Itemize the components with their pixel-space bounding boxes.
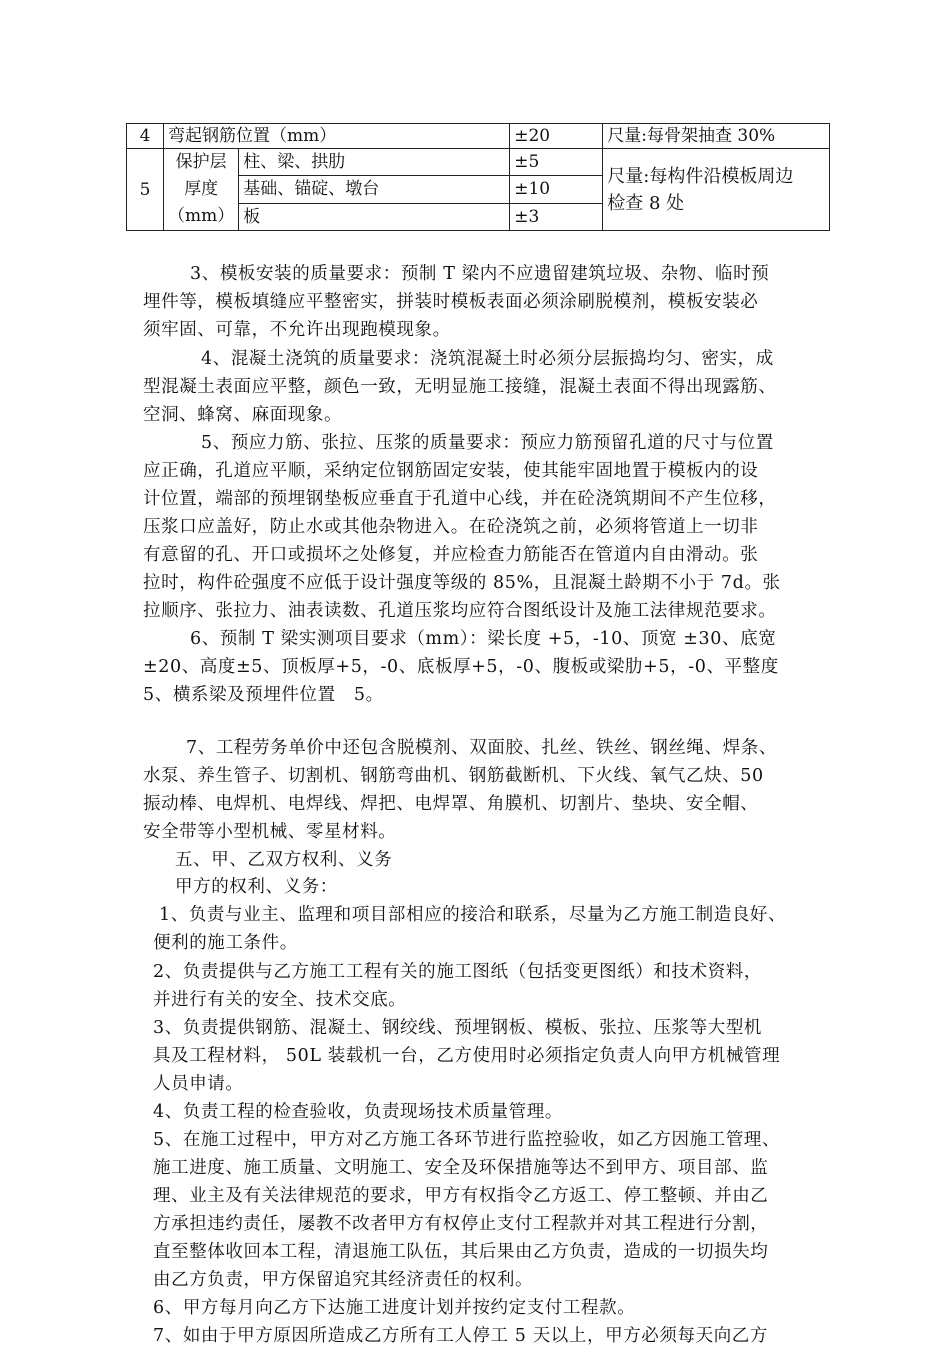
group-label-line: 保护层 (175, 152, 227, 172)
text-line: 应正确，孔道应平顺，采纳定位钢筋固定安装，使其能牢固地置于模板内的设 (143, 461, 759, 481)
check-item: 柱、梁、拱肋 (239, 149, 510, 176)
row-number: 4 (127, 124, 164, 149)
table-row (127, 149, 830, 176)
text-line: 5、在施工过程中，甲方对乙方施工各环节进行监控验收，如乙方因施工管理、 (153, 1130, 781, 1150)
text-line: 由乙方负责，甲方保留追究其经济责任的权利。 (153, 1270, 534, 1290)
subsection-heading: 甲方的权利、义务： (175, 877, 338, 897)
check-method: 尺量:每骨架抽查 30% (603, 124, 830, 149)
text-line: 拉时，构件砼强度不应低于设计强度等级的 85%，且混凝土龄期不小于 7d。张 (143, 573, 781, 593)
text-line: ±20、高度±5、顶板厚+5，-0、底板厚+5，-0、腹板或梁肋+5，-0、平整度 (143, 657, 779, 677)
group-label-line: 厚度 (184, 179, 219, 199)
text-line: 方承担违约责任，屡教不改者甲方有权停止支付工程款并对其工程进行分割， (153, 1214, 769, 1234)
tolerance-value: ±5 (510, 149, 603, 176)
check-method-line: 尺量:每构件沿模板周边 (607, 165, 794, 187)
text-line: 并进行有关的安全、技术交底。 (153, 990, 407, 1010)
text-line: 4、混凝土浇筑的质量要求：浇筑混凝土时必须分层振捣均匀、密实，成 (201, 349, 774, 369)
text-line: 3、模板安装的质量要求：预制 T 梁内不应遗留建筑垃圾、杂物、临时预 (190, 264, 770, 284)
text-line: 型混凝土表面应平整，颜色一致，无明显施工接缝，混凝土表面不得出现露筋、 (143, 377, 777, 397)
section-heading: 五、甲、乙双方权利、义务 (175, 850, 393, 870)
text-line: 直至整体收回本工程，清退施工队伍，其后果由乙方负责，造成的一切损失均 (153, 1242, 769, 1262)
text-line: 须牢固、可靠，不允许出现跑模现象。 (143, 320, 451, 340)
text-line: 6、预制 T 梁实测项目要求（mm）：梁长度 +5，-10、顶宽 ±30、底宽 (190, 629, 777, 649)
quality-spec-table (126, 123, 830, 231)
text-line: 空洞、蜂窝、麻面现象。 (143, 405, 343, 425)
text-line: 7、如由于甲方原因所造成乙方所有工人停工 5 天以上，甲方必须每天向乙方 (153, 1326, 768, 1346)
text-line: 4、负责工程的检查验收，负责现场技术质量管理。 (153, 1102, 563, 1122)
text-line: 拉顺序、张拉力、油表读数、孔道压浆均应符合图纸设计及施工法律规范要求。 (143, 601, 777, 621)
text-line: 安全带等小型机械、零星材料。 (143, 822, 397, 842)
text-line: 3、负责提供钢筋、混凝土、钢绞线、预埋钢板、模板、张拉、压浆等大型机 (153, 1018, 763, 1038)
check-method (603, 149, 830, 231)
check-method-line: 检查 8 处 (607, 192, 685, 214)
text-line: 1、负责与业主、监理和项目部相应的接洽和联系，尽量为乙方施工制造良好、 (159, 905, 787, 925)
text-line: 便利的施工条件。 (153, 933, 298, 953)
text-line: 人员申请。 (153, 1074, 244, 1094)
text-line: 具及工程材料， 50L 装载机一台，乙方使用时必须指定负责人向甲方机械管理 (153, 1046, 781, 1066)
row-number: 5 (127, 149, 164, 231)
check-item: 板 (239, 203, 510, 230)
text-line: 埋件等，模板填缝应平整密实，拼装时模板表面必须涂刷脱模剂，模板安装必 (143, 292, 759, 312)
text-line: 6、甲方每月向乙方下达施工进度计划并按约定支付工程款。 (153, 1298, 636, 1318)
text-line: 有意留的孔、开口或损坏之处修复，并应检查力筋能否在管道内自由滑动。张 (143, 545, 759, 565)
check-item: 基础、锚碇、墩台 (239, 176, 510, 203)
table-row (127, 124, 830, 149)
text-line: 施工进度、施工质量、文明施工、安全及环保措施等达不到甲方、项目部、监 (153, 1158, 769, 1178)
text-line: 理、业主及有关法律规范的要求，甲方有权指令乙方返工、停工整顿、并由乙 (153, 1186, 769, 1206)
tolerance-value: ±3 (510, 203, 603, 230)
text-line: 5、横系梁及预埋件位置 5。 (143, 685, 384, 705)
text-line: 计位置，端部的预埋钢垫板应垂直于孔道中心线，并在砼浇筑期间不产生位移， (143, 489, 777, 509)
text-line: 2、负责提供与乙方施工工程有关的施工图纸（包括变更图纸）和技术资料， (153, 962, 763, 982)
text-line: 水泵、养生管子、切割机、钢筋弯曲机、钢筋截断机、下火线、氧气乙炔、50 (143, 766, 764, 786)
text-line: 压浆口应盖好，防止水或其他杂物进入。在砼浇筑之前，必须将管道上一切非 (143, 517, 759, 537)
text-line: 7、工程劳务单价中还包含脱模剂、双面胶、扎丝、铁丝、钢丝绳、焊条、 (186, 738, 777, 758)
tolerance-value: ±20 (510, 124, 603, 149)
group-label (164, 149, 239, 231)
check-item: 弯起钢筋位置（mm） (164, 124, 510, 149)
group-label-line: （mm） (168, 206, 235, 226)
tolerance-value: ±10 (510, 176, 603, 203)
text-line: 5、预应力筋、张拉、压浆的质量要求：预应力筋预留孔道的尺寸与位置 (201, 433, 774, 453)
text-line: 振动棒、电焊机、电焊线、焊把、电焊罩、角膜机、切割片、垫块、安全帽、 (143, 794, 759, 814)
